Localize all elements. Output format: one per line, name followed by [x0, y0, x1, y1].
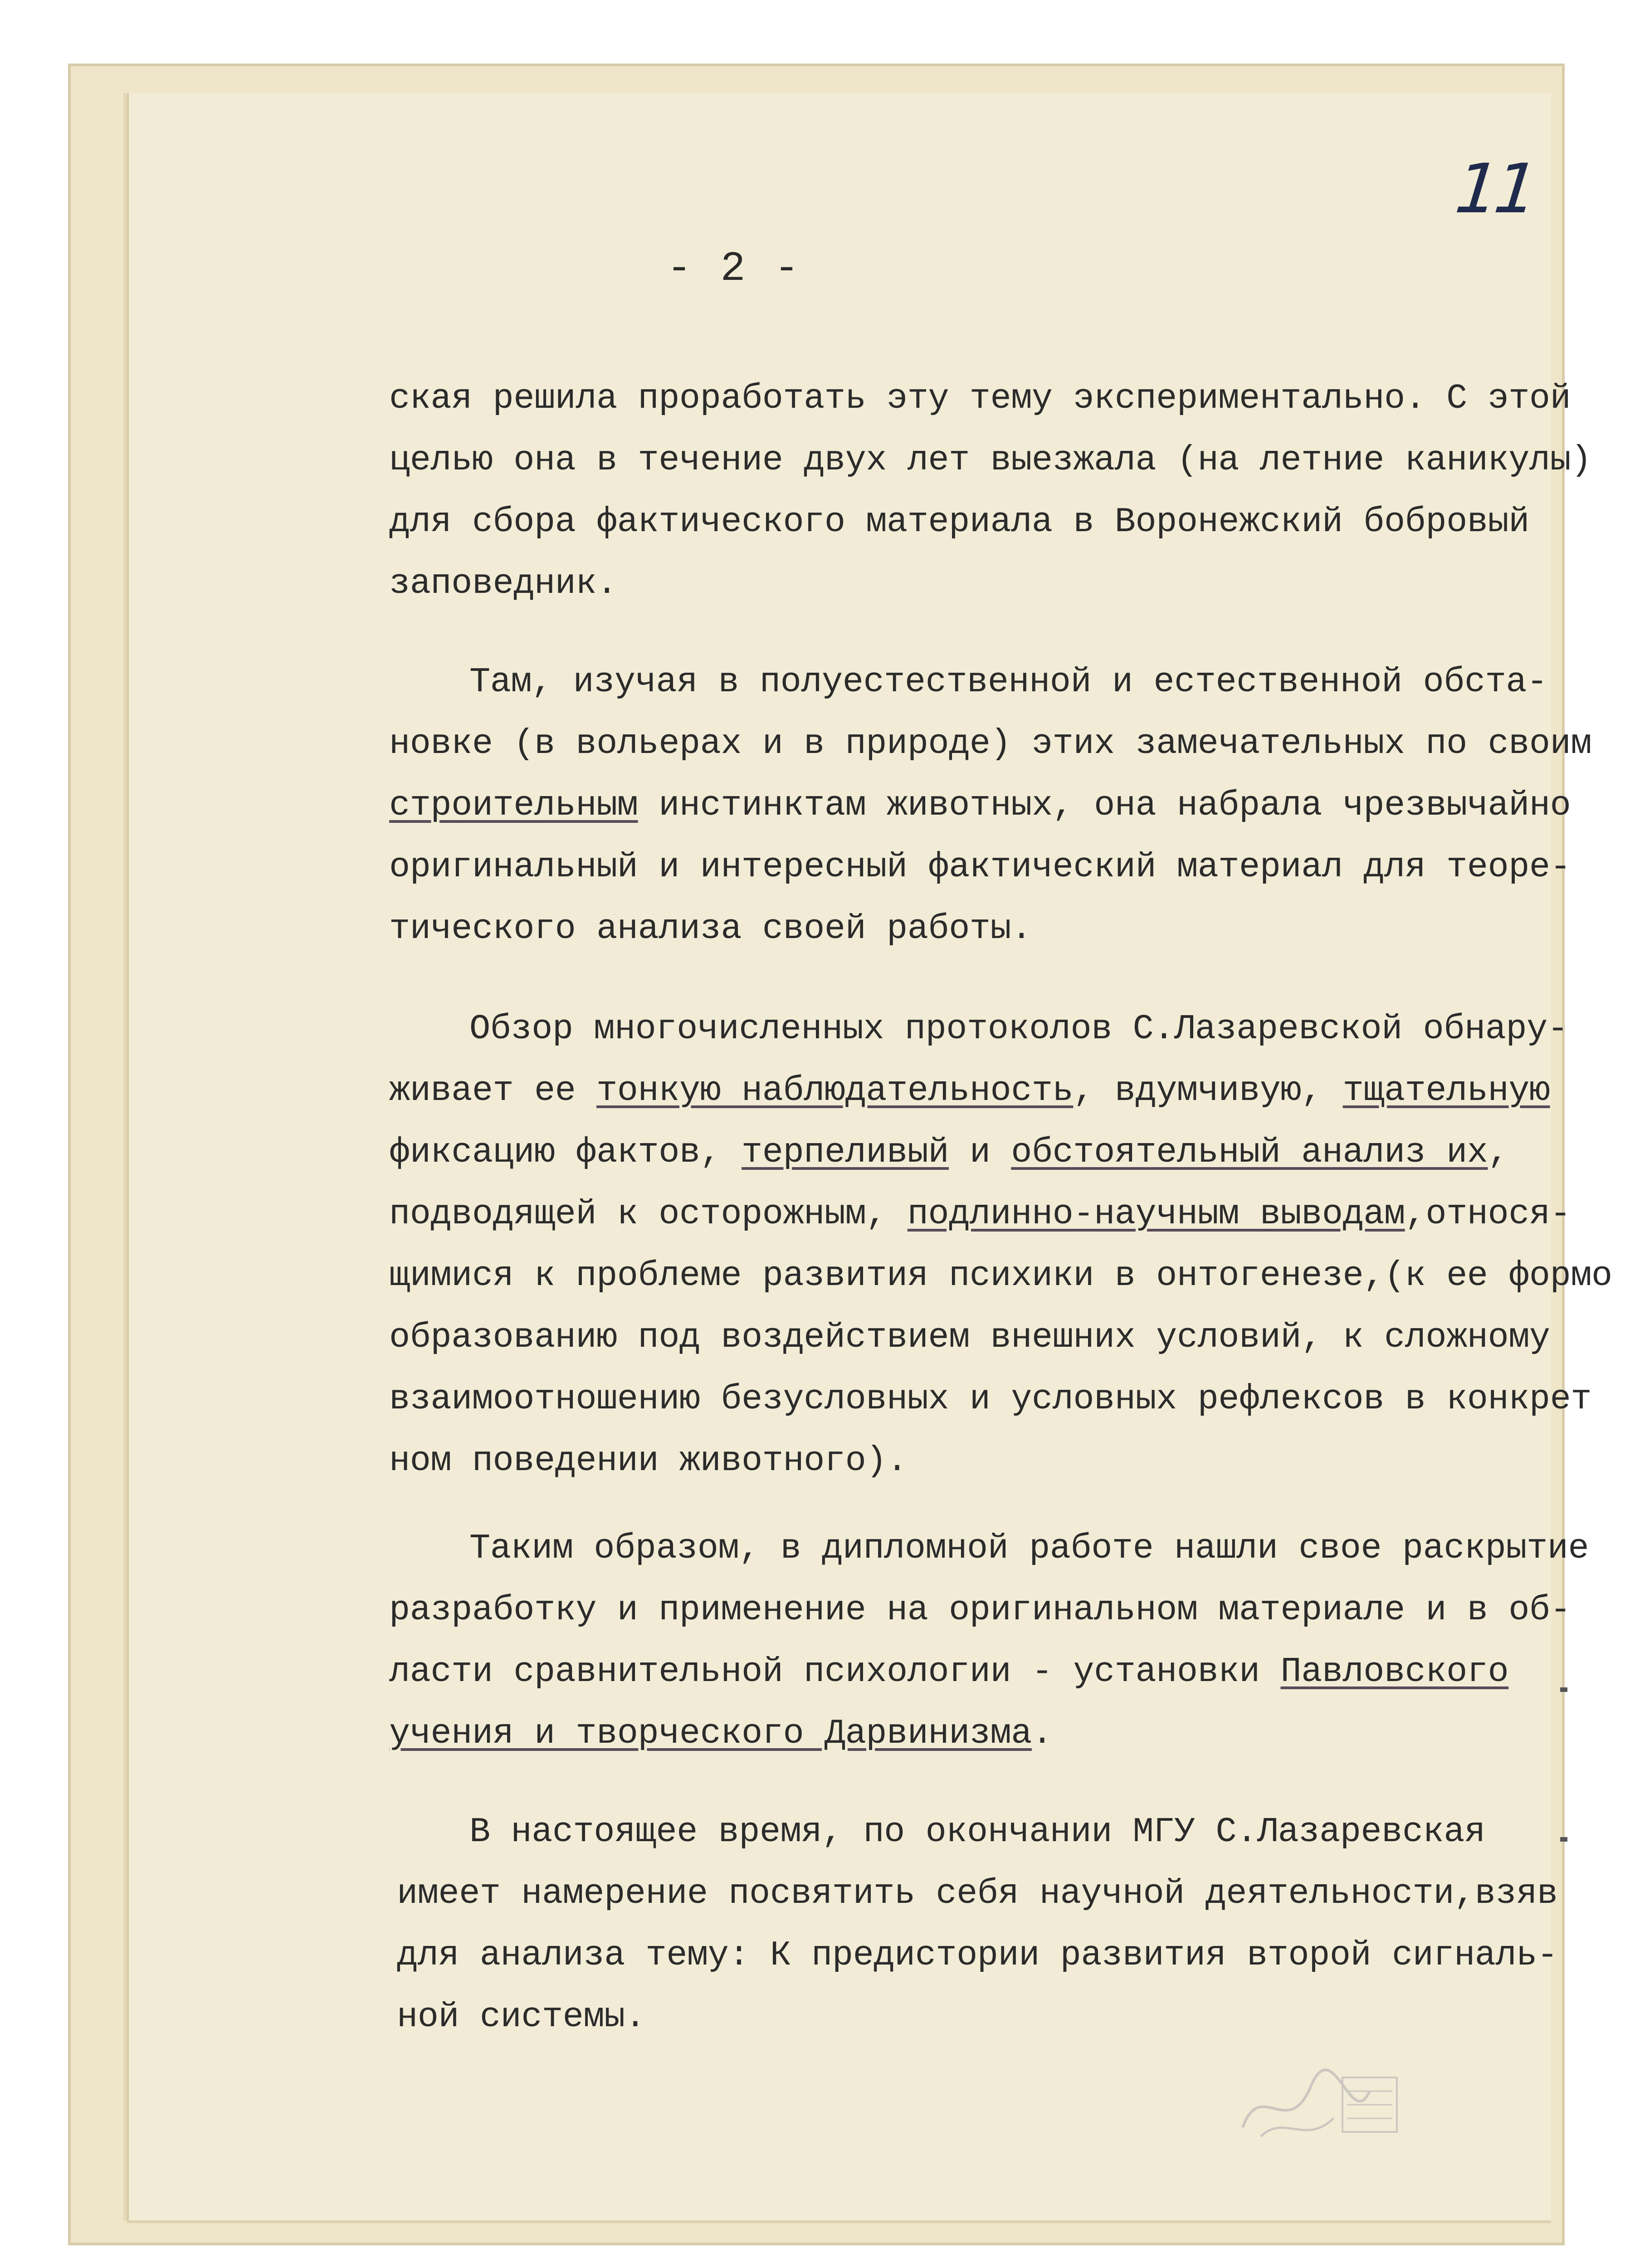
text-line: [389, 1130, 1508, 1176]
text-segment: для сбора фактического материала в Воронежский бобровый: [389, 503, 1529, 542]
text-segment: ская решила проработать эту тему экспериментально. С этой: [389, 379, 1571, 419]
text-segment: тического анализа своей работы.: [389, 909, 1032, 949]
text-line: [389, 845, 1571, 890]
text-line: [389, 1192, 1571, 1237]
text-line: [389, 783, 1571, 829]
text-segment: и: [949, 1133, 1011, 1173]
text-segment: для анализа тему: К предистории развития второй сигналь-: [397, 1936, 1558, 1975]
underlined-phrase: обстоятельный анализ их: [1011, 1133, 1488, 1173]
text-segment: щимися к проблеме развития психики в онтогенезе,(к ее формо: [389, 1256, 1612, 1296]
text-line: [469, 660, 1547, 705]
text-line: [389, 1069, 1550, 1114]
page-number: - 2 -: [667, 245, 801, 293]
text-segment: фиксацию фактов,: [389, 1133, 742, 1173]
text-segment: В настоящее время, по окончании МГУ С.Лазаревская: [469, 1813, 1485, 1852]
text-segment: подводящей к осторожным,: [389, 1195, 908, 1234]
text-segment: оригинальный и интересный фактический материал для теоре-: [389, 848, 1571, 887]
underlined-phrase: Павловского: [1280, 1652, 1509, 1692]
text-segment: взаимоотношению безусловных и условных рефлексов в конкрет: [389, 1380, 1592, 1419]
text-segment: Там, изучая в полуестественной и естественной обста-: [469, 663, 1547, 702]
text-line: [469, 1810, 1485, 1855]
text-line: [389, 907, 1032, 952]
underlined-phrase: тонкую наблюдательность: [596, 1071, 1074, 1111]
archive-folio-number: 11: [1451, 150, 1538, 229]
text-segment: новке (в вольерах и в природе) этих замечательных по своим: [389, 724, 1592, 764]
text-segment: ,: [1488, 1133, 1509, 1173]
underlined-phrase: учения и творческого Дарвинизма: [389, 1714, 1032, 1754]
text-line: [389, 1315, 1550, 1361]
text-segment: целью она в течение двух лет выезжала (на летние каникулы): [389, 441, 1592, 480]
text-segment: разработку и применение на оригинальном материале и в об-: [389, 1591, 1571, 1630]
text-line: [389, 722, 1591, 767]
text-segment: образованию под воздействием внешних условий, к сложному: [389, 1318, 1550, 1358]
text-line: [389, 500, 1529, 545]
margin-mark: [1560, 1687, 1567, 1692]
text-segment: Обзор многочисленных протоколов С.Лазаревской обнару-: [469, 1010, 1568, 1049]
text-line: [469, 1007, 1568, 1052]
text-segment: ной системы.: [397, 1998, 646, 2037]
text-segment: ном поведении животного).: [389, 1442, 908, 1481]
text-segment: имеет намерение посвятить себя научной деятельности,взяв: [397, 1874, 1558, 1914]
text-segment: заповедник.: [389, 564, 617, 604]
text-segment: .: [1031, 1714, 1053, 1754]
text-line: [389, 1588, 1571, 1633]
text-line: [469, 1526, 1589, 1572]
text-line: [389, 376, 1571, 422]
underlined-phrase: строительным: [389, 786, 638, 826]
underlined-phrase: подлинно-научным выводам: [907, 1195, 1405, 1234]
text-line: [389, 438, 1591, 484]
text-segment: Таким образом, в дипломной работе нашли свое раскрытие: [469, 1529, 1589, 1569]
text-line: [397, 1872, 1558, 1917]
text-segment: ,относя-: [1405, 1195, 1571, 1234]
text-line: [389, 1377, 1591, 1422]
underlined-phrase: терпеливый: [742, 1133, 949, 1173]
text-segment: живает ее: [389, 1071, 597, 1111]
text-line: [389, 1439, 908, 1484]
text-line: [397, 1995, 646, 2040]
margin-mark: [1560, 1837, 1567, 1842]
faded-stamp-icon: [1234, 2059, 1406, 2150]
text-line: [397, 1933, 1558, 1979]
text-segment: ласти сравнительной психологии - установки: [389, 1652, 1281, 1692]
text-line: [389, 1254, 1612, 1299]
text-segment: , вдумчивую,: [1073, 1071, 1343, 1111]
text-segment: инстинктам животных, она набрала чрезвычайно: [638, 786, 1571, 826]
underlined-phrase: тщательную: [1342, 1071, 1550, 1111]
text-line: [389, 1650, 1508, 1695]
text-line: [389, 562, 617, 607]
text-line: [389, 1711, 1053, 1757]
